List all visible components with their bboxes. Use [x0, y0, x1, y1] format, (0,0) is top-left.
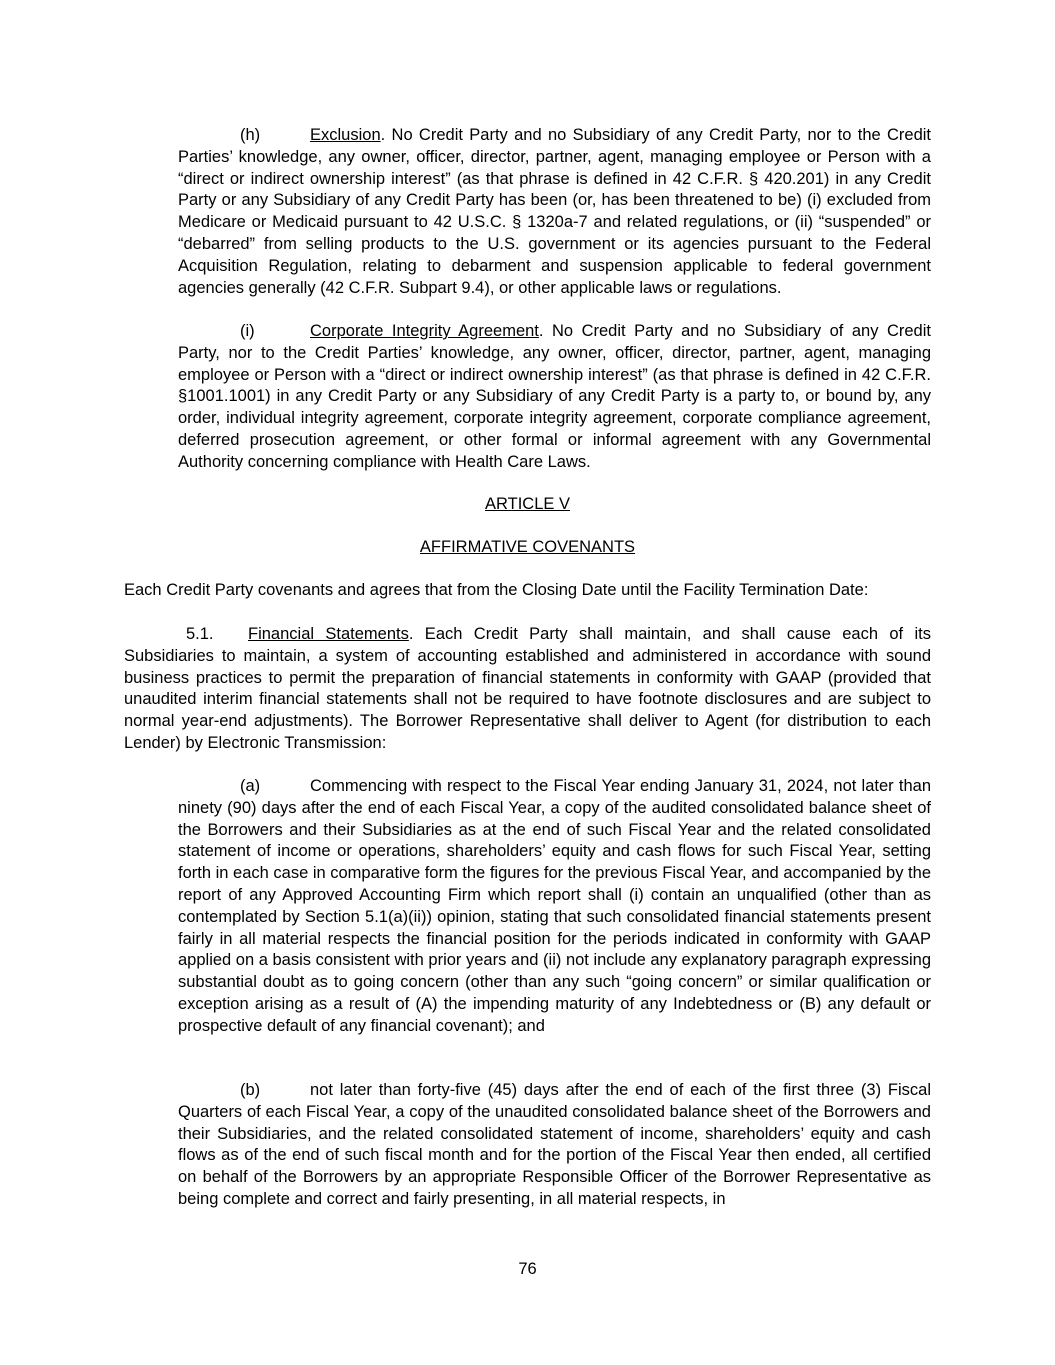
section-b-marker: (b) [240, 1081, 261, 1099]
section-5-1-paragraph [124, 624, 931, 755]
section-i-text: . No Credit Party and no Subsidiary of any Credit Party, nor to the Credit Parties’ knowledge, any owner, officer, director, partner, agent, managing employee or Person with a “direct or indirect ownership interest” (as that phrase is defined in 42 C.F.R. §1001.1001) in any Credit Party or any Subsidiary of any Credit Party is a party to, or bound by, any order, individual integrity agreement, corporate integrity agreement, corporate compliance agreement, deferred prosecution agreement, or other formal or informal agreement with any Governmental Authority concerning compliance with Health Care Laws. [178, 322, 931, 471]
section-a-text: Commencing with respect to the Fiscal Year ending January 31, 2024, not later than ninety (90) days after the end of each Fiscal Year, a copy of the audited consolidated balance sheet of the Borrowers and their Subsidiaries as at the end of such Fiscal Year and the related consolidated statement of income or operations, shareholders’ equity and cash flows for such Fiscal Year, setting forth in each case in comparative form the figures for the previous Fiscal Year, and accompanied by the report of any Approved Accounting Firm which report shall (i) contain an unqualified (other than as contemplated by Section 5.1(a)(ii)) opinion, stating that such consolidated financial statements present fairly in all material respects the financial position for the periods indicated in conformity with GAAP applied on a basis consistent with prior years and (ii) not include any explanatory paragraph expressing substantial doubt as to going concern (other than any such “going concern” or similar qualification or exception arising as a result of (A) the impending maturity of any Indebtedness or (B) any default or prospective default of any financial covenant); and [178, 777, 932, 1035]
article-title: ARTICLE V [485, 495, 570, 513]
section-b-text: not later than forty-five (45) days after the end of each of the first three (3) Fiscal Quarters of each Fiscal Year, a copy of the unaudited consolidated balance sheet of the Borrowers and their Subsidiaries, and the related consolidated statement of income, shareholders’ equity and cash flows as of the end of such fiscal month and for the portion of the Fiscal Year then ended, all certified on behalf of the Borrowers by an appropriate Responsible Officer of the Borrower Representative as being complete and correct and fairly presenting, in all material respects, in [178, 1081, 931, 1208]
section-a-paragraph [178, 776, 931, 1038]
section-a-marker: (a) [240, 777, 261, 795]
section-5-1-heading: Financial Statements [248, 625, 409, 643]
section-i-heading: Corporate Integrity Agreement [310, 322, 539, 340]
page-number: 76 [518, 1260, 537, 1278]
section-i-paragraph [178, 321, 931, 474]
section-h-text: . No Credit Party and no Subsidiary of any Credit Party, nor to the Credit Parties’ knowledge, any owner, officer, director, partner, agent, managing employee or Person with a “direct or indirect ownership interest” (as that phrase is defined in 42 C.F.R. § 420.201) in any Credit Party or any Subsidiary of any Credit Party has been (or, has been threatened to be) (i) excluded from Medicare or Medicaid pursuant to 42 U.S.C. § 1320a-7 and related regulations, or (ii) “suspended” or “debarred” from selling products to the U.S. government or its agencies pursuant to the Federal Acquisition Regulation, relating to debarment and suspension applicable to federal government agencies generally (42 C.F.R. Subpart 9.4), or other applicable laws or regulations. [178, 126, 931, 297]
section-5-1-marker: 5.1. [186, 625, 214, 643]
section-h-heading: Exclusion [310, 126, 381, 144]
section-h-marker: (h) [240, 126, 261, 144]
section-i-marker: (i) [240, 322, 255, 340]
section-h-paragraph [178, 125, 931, 299]
article-subtitle: AFFIRMATIVE COVENANTS [419, 538, 636, 556]
section-b-paragraph [178, 1080, 931, 1211]
article-intro: Each Credit Party covenants and agrees that from the Closing Date until the Facility Termination Date: [124, 581, 869, 599]
section-5-1-text: . Each Credit Party shall maintain, and shall cause each of its Subsidiaries to maintain, a system of accounting established and administered in accordance with sound business practices to permit the preparation of financial statements in conformity with GAAP (provided that unaudited interim financial statements shall not be required to have footnote disclosures and are subject to normal year-end adjustments). The Borrower Representative shall deliver to Agent (for distribution to each Lender) by Electronic Transmission: [124, 625, 932, 752]
